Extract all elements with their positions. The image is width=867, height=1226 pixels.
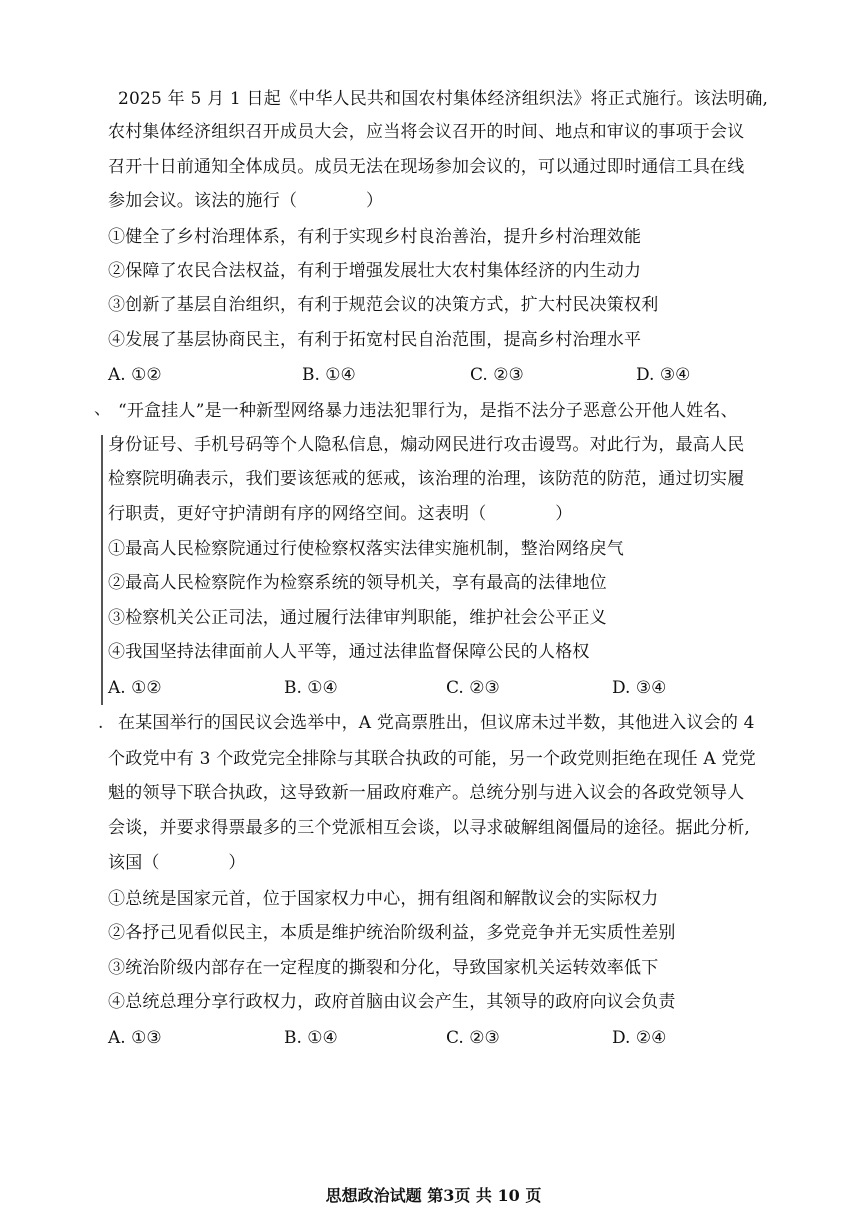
- q3-stem-line-2: 个政党中有 3 个政党完全排除与其联合执政的可能，另一个政党则拒绝在现任 A 党党: [108, 749, 756, 769]
- q3-statement-4: ④总统总理分享行政权力，政府首脑由议会产生，其领导的政府向议会负责: [108, 992, 676, 1012]
- q2-option-c: C. ②③: [446, 678, 500, 698]
- q3-number-mark: .: [98, 713, 104, 733]
- q1-statement-3: ③创新了基层自治组织，有利于规范会议的决策方式，扩大村民决策权利: [108, 295, 659, 315]
- q1-statement-1: ①健全了乡村治理体系，有利于实现乡村良治善治，提升乡村治理效能: [108, 227, 642, 247]
- q2-stem-line-4: 行职责，更好守护清朗有序的网络空间。这表明（ ）: [108, 504, 573, 524]
- q1-option-d: D. ③④: [636, 365, 691, 385]
- q3-stem-line-1: 在某国举行的国民议会选举中，A 党高票胜出，但议席未过半数，其他进入议会的 4: [118, 713, 755, 733]
- q1-statement-2: ②保障了农民合法权益，有利于增强发展壮大农村集体经济的内生动力: [108, 261, 642, 281]
- q1-option-c: C. ②③: [470, 365, 524, 385]
- q2-statement-3: ③检察机关公正司法，通过履行法律审判职能，维护社会公平正义: [108, 608, 607, 628]
- q3-option-b: B. ①④: [284, 1028, 338, 1048]
- q2-statement-1: ①最高人民检察院通过行使检察权落实法律实施机制，整治网络戾气: [108, 539, 624, 559]
- q2-option-d: D. ③④: [612, 678, 667, 698]
- q2-stem-line-1: “开盒挂人”是一种新型网络暴力违法犯罪行为，是指不法分子恶意公开他人姓名、: [118, 401, 738, 421]
- q2-statement-4: ④我国坚持法律面前人人平等，通过法律监督保障公民的人格权: [108, 642, 590, 662]
- q1-statement-4: ④发展了基层协商民主，有利于拓宽村民自治范围，提高乡村治理水平: [108, 330, 642, 350]
- q1-option-b: B. ①④: [302, 365, 356, 385]
- q3-statement-2: ②各抒己见看似民主，本质是维护统治阶级利益，多党竞争并无实质性差别: [108, 923, 676, 943]
- q2-option-a: A. ①②: [108, 678, 162, 698]
- q3-statement-3: ③统治阶级内部存在一定程度的撕裂和分化，导致国家机关运转效率低下: [108, 958, 659, 978]
- q1-stem-line-1: 2025 年 5 月 1 日起《中华人民共和国农村集体经济组织法》将正式施行。该法明确,: [118, 89, 769, 109]
- q3-option-d: D. ②④: [612, 1028, 667, 1048]
- q3-statement-1: ①总统是国家元首，位于国家权力中心，拥有组阁和解散议会的实际权力: [108, 889, 659, 909]
- q3-option-c: C. ②③: [446, 1028, 500, 1048]
- q1-stem-line-2: 农村集体经济组织召开成员大会，应当将会议召开的时间、地点和审议的事项于会议: [108, 122, 745, 142]
- q1-option-a: A. ①②: [108, 365, 162, 385]
- q1-stem-line-3: 召开十日前通知全体成员。成员无法在现场参加会议的，可以通过即时通信工具在线: [108, 157, 745, 177]
- q1-stem-line-4: 参加会议。该法的施行（ ）: [108, 191, 384, 211]
- page-footer: 思想政治试题 第3页 共 10 页: [325, 1186, 542, 1205]
- q3-stem-line-4: 会谈，并要求得票最多的三个党派相互会谈，以寻求破解组阁僵局的途径。据此分析,: [108, 818, 751, 838]
- q2-stem-line-3: 检察院明确表示，我们要该惩戒的惩戒，该治理的治理，该防范的防范，通过切实履: [108, 469, 745, 489]
- q2-stem-line-2: 身份证号、手机号码等个人隐私信息，煽动网民进行攻击谩骂。对此行为，最高人民: [108, 435, 745, 455]
- q3-stem-line-5: 该国（ ）: [108, 853, 246, 873]
- q3-stem-line-3: 魁的领导下联合执政，这导致新一届政府难产。总统分别与进入议会的各政党领导人: [108, 783, 745, 803]
- q2-option-b: B. ①④: [284, 678, 338, 698]
- q3-option-a: A. ①③: [108, 1028, 162, 1048]
- margin-line: [101, 435, 103, 705]
- q2-number-mark: 、: [94, 399, 111, 419]
- q2-statement-2: ②最高人民检察院作为检察系统的领导机关，享有最高的法律地位: [108, 573, 607, 593]
